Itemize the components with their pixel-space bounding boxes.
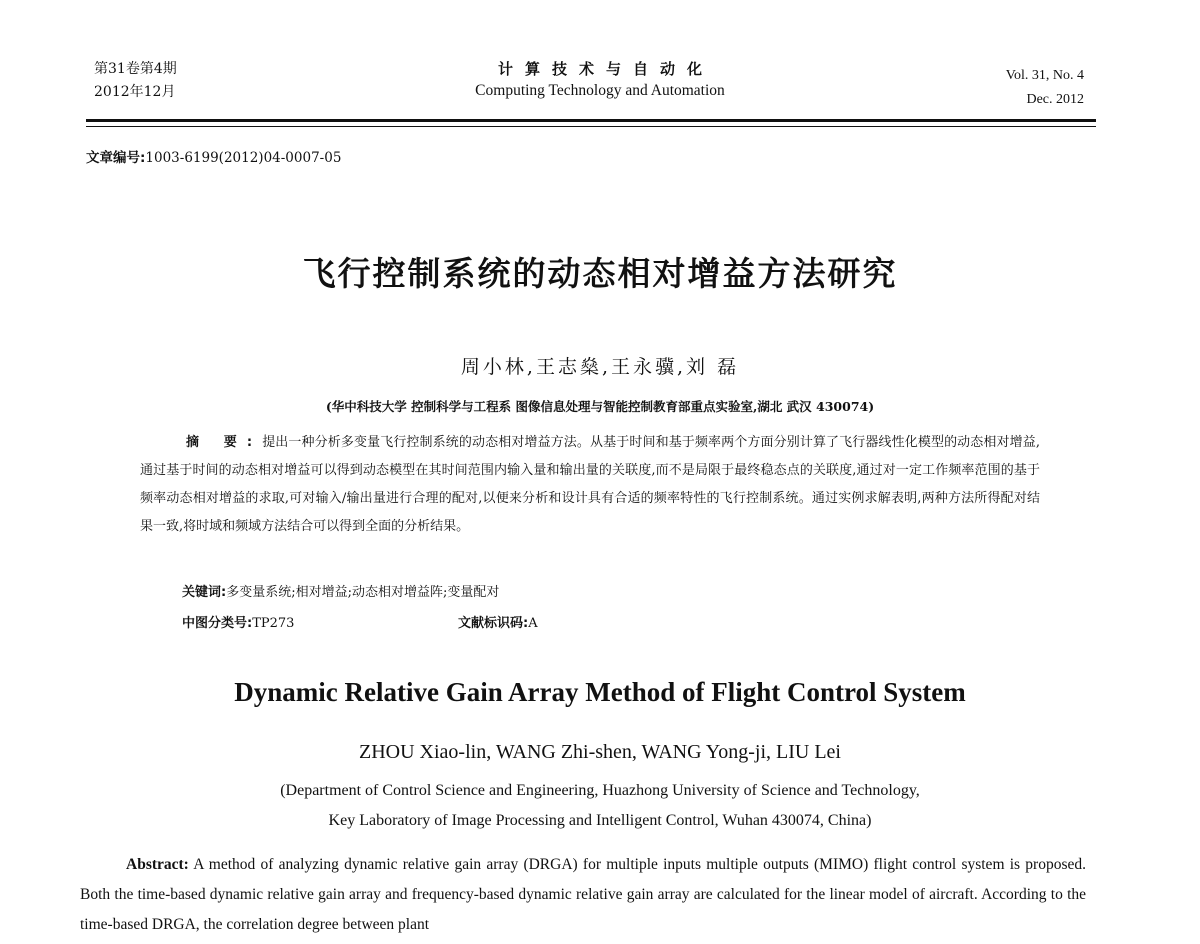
abstract-cn-text: 提出一种分析多变量飞行控制系统的动态相对增益方法。从基于时间和基于频率两个方面分别计算了飞行器线性化模型的动态相对增益,通过基于时间的动态相对增益可以得到动态模型在其时间范围内输入量和输出量的关联度,而不是局限于最终稳态点的关联度,通过对一定工作频率范围的基于频率动态相对增益的求取,可对输入/输出量进行合理的配对,以便来分析和设计具有合适的频率特性的飞行控制系统。通过实例求解表明,两种方法所得配对结果一致,将时域和频域方法结合可以得到全面的分析结果。	[140, 435, 1040, 534]
date-cn: 2012年12月	[94, 84, 176, 100]
abstract-cn-label: 摘 要:	[186, 435, 263, 450]
document-code-cn-label: 文献标识码:	[458, 616, 529, 631]
header-rule-thin	[86, 126, 1096, 127]
affiliation-en-line2: Key Laboratory of Image Processing and Intelligent Control, Wuhan 430074, China)	[328, 812, 872, 829]
classification-cn-label: 中图分类号:	[182, 616, 253, 631]
journal-name-cn: 计算技术与自动化	[497, 60, 714, 78]
authors-en: ZHOU Xiao-lin, WANG Zhi-shen, WANG Yong-ji, LIU Lei	[359, 741, 841, 763]
keywords-cn-text: 多变量系统;相对增益;动态相对增益阵;变量配对	[226, 585, 500, 600]
document-code-cn-text: A	[528, 616, 538, 631]
header-volume-issue-en	[1006, 64, 1084, 112]
volume-en: Vol. 31, No. 4	[1005, 68, 1084, 83]
abstract-en-text: A method of analyzing dynamic relative gain array (DRGA) for multiple inputs multiple outputs (MIMO) flight control system is proposed. Both the time-based dynamic relative gain array and frequency-based dynamic relative gain array are calculated for the linear model of aircraft. According to the time-based DRGA, the correlation degree between plant	[80, 856, 1086, 933]
document-code-cn	[458, 612, 538, 631]
date-en: Dec. 2012	[1026, 92, 1084, 107]
abstract-en-label: Abstract:	[126, 856, 189, 873]
keywords-cn	[182, 581, 499, 600]
paper-title-en: Dynamic Relative Gain Array Method of Flight Control System	[234, 677, 966, 707]
article-number	[86, 146, 341, 166]
abstract-en	[80, 850, 1086, 940]
abstract-cn	[140, 429, 1040, 541]
affiliation-cn: (华中科技大学 控制科学与工程系 图像信息处理与智能控制教育部重点实验室,湖北 武汉 430074)	[325, 399, 875, 414]
keywords-cn-label: 关键词:	[182, 585, 227, 600]
header-rule-thick	[86, 119, 1096, 122]
article-number-value: 1003-6199(2012)04-0007-05	[145, 150, 342, 166]
journal-name-en: Computing Technology and Automation	[475, 82, 725, 99]
paper-title-cn: 飞行控制系统的动态相对增益方法研究	[302, 254, 898, 293]
classification-cn-text: TP273	[252, 616, 295, 631]
article-number-label: 文章编号:	[86, 150, 146, 166]
volume-cn: 第31卷第4期	[94, 61, 177, 77]
classification-cn	[182, 612, 294, 631]
affiliation-en	[0, 776, 1200, 836]
affiliation-en-line1: (Department of Control Science and Engineering, Huazhong University of Science and Technology,	[280, 782, 920, 799]
authors-cn: 周小林,王志燊,王永骥,刘 磊	[460, 356, 740, 378]
